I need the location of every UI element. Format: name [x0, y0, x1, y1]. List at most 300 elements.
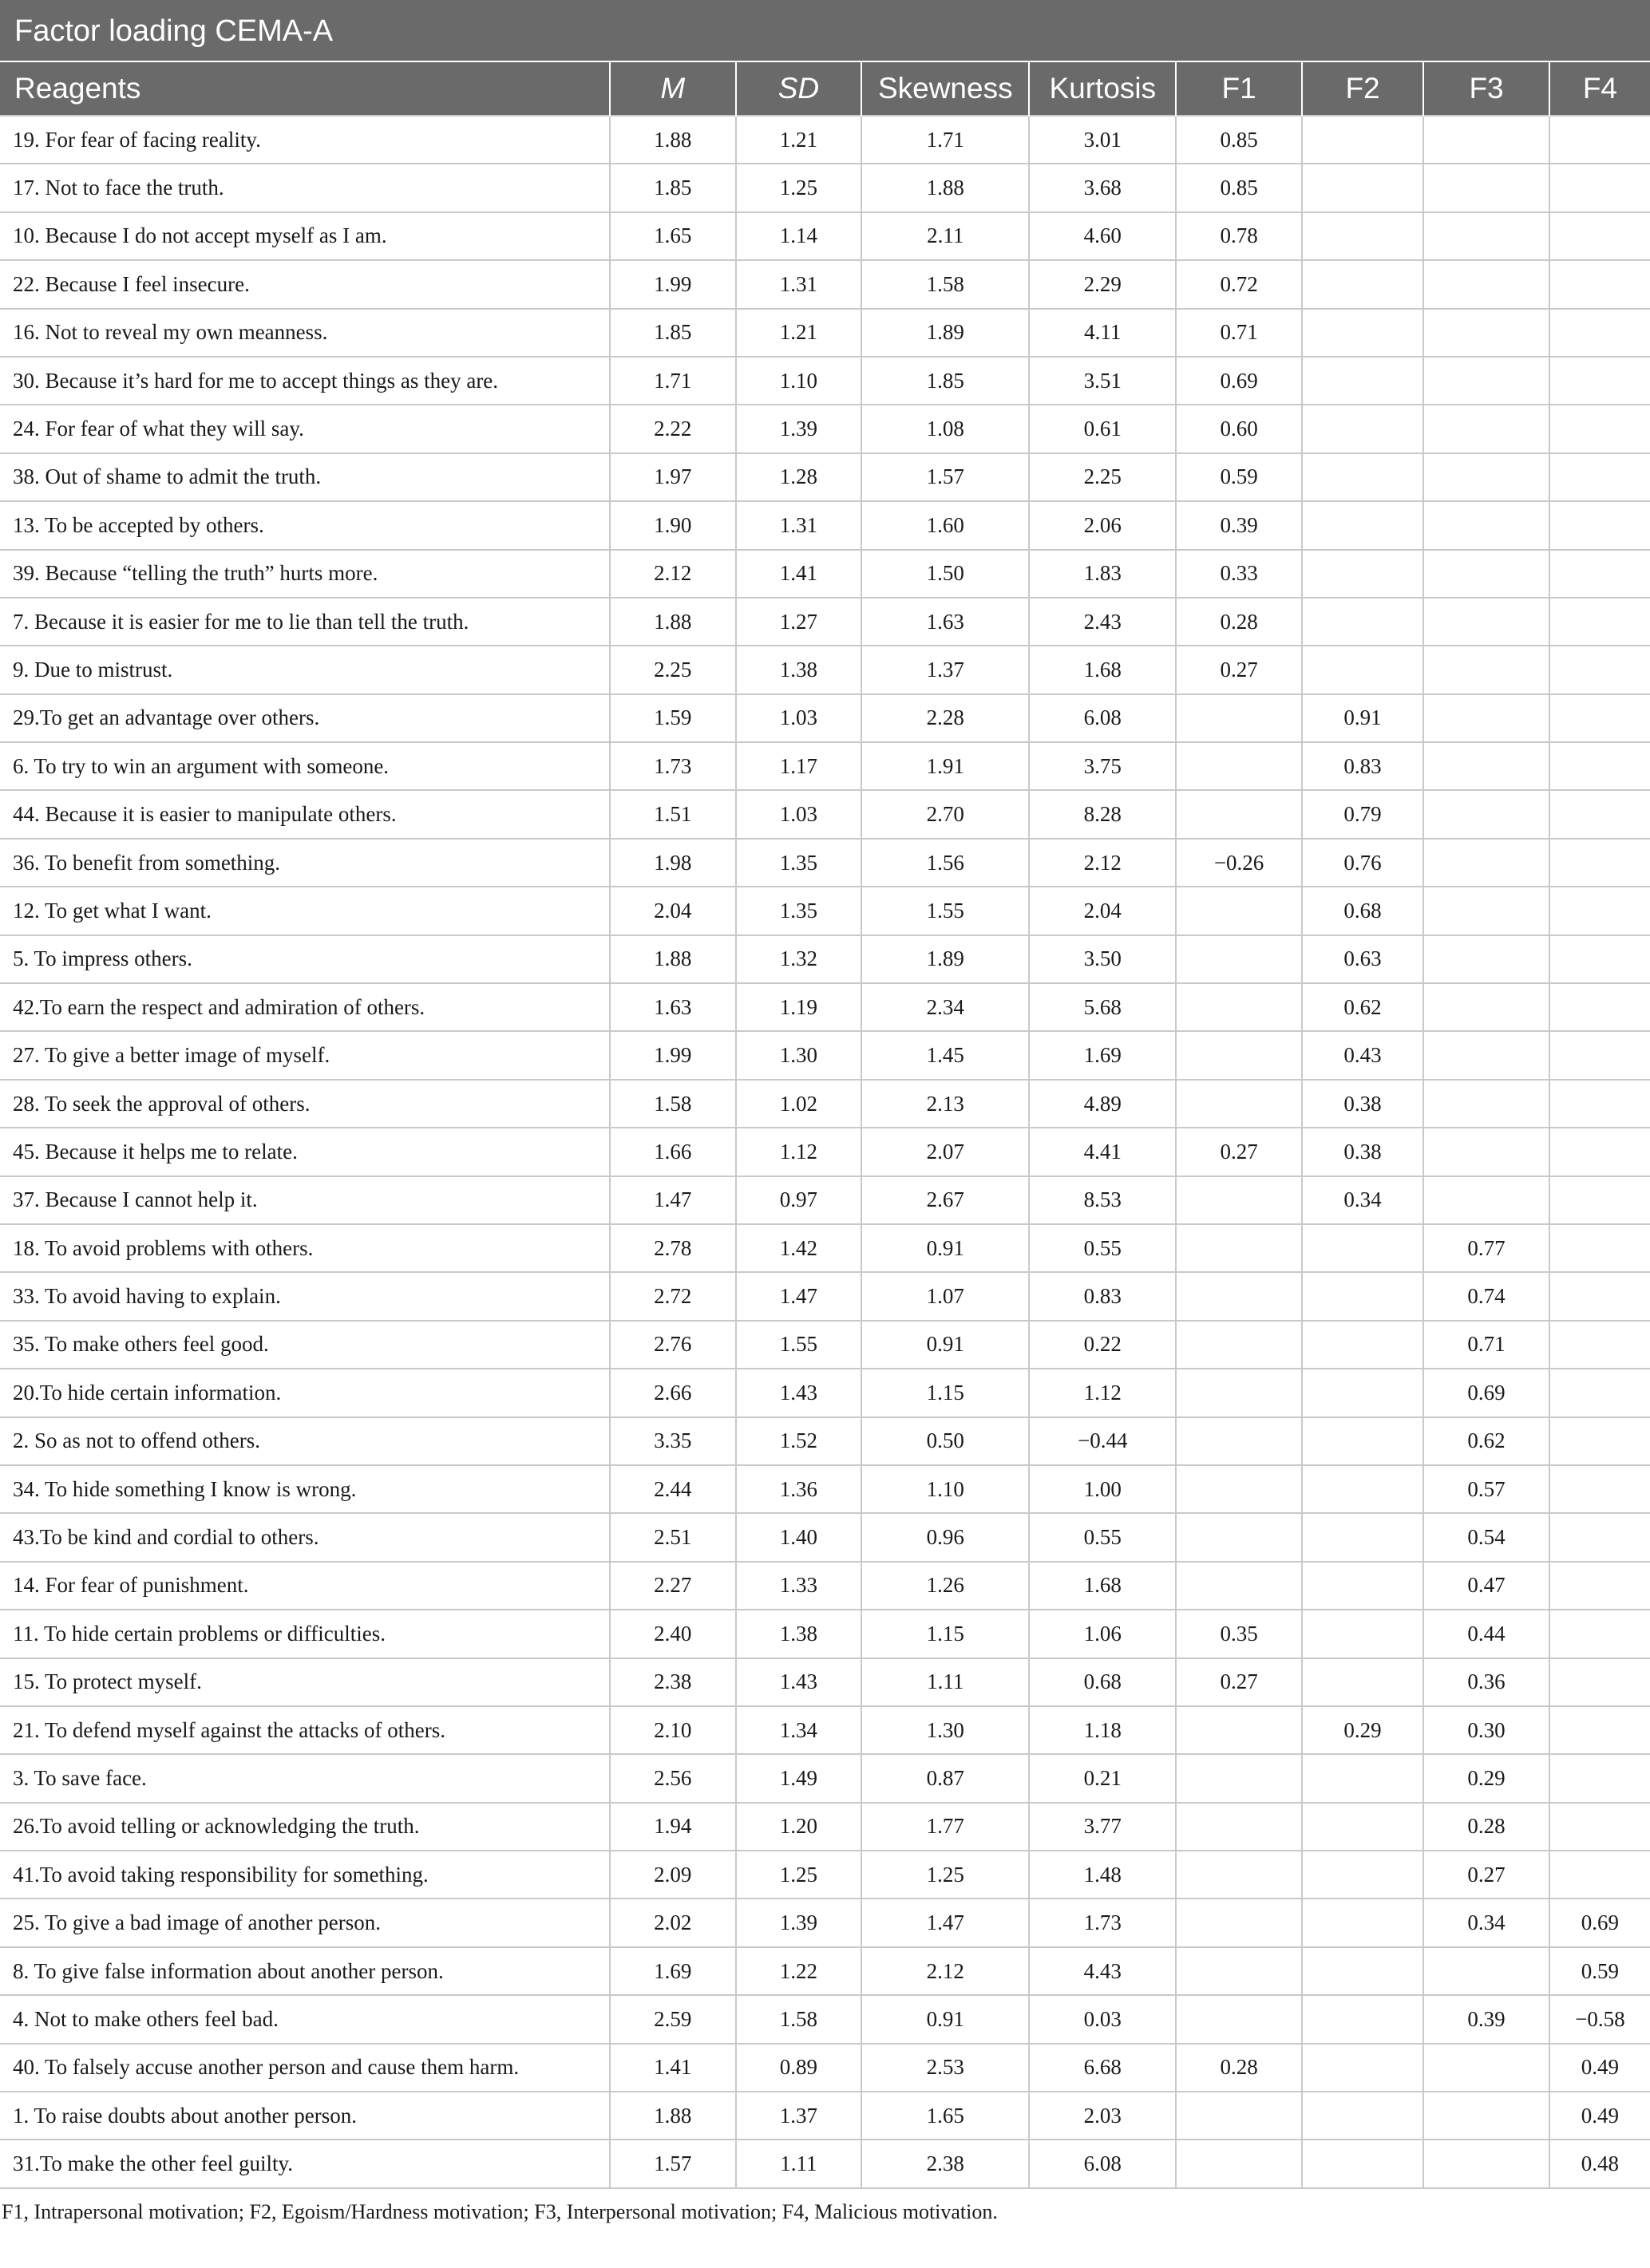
cell-f1 [1176, 1224, 1302, 1272]
cell-f2 [1302, 1272, 1423, 1320]
cell-kurtosis: 0.68 [1029, 1658, 1176, 1706]
cell-mean: 2.10 [610, 1706, 736, 1754]
cell-f4: 0.69 [1549, 1899, 1650, 1946]
cell-mean: 2.66 [610, 1369, 736, 1417]
cell-sd: 1.49 [736, 1754, 862, 1802]
table-row [0, 598, 1650, 646]
cell-f3: 0.36 [1423, 1658, 1549, 1706]
cell-f4: 0.49 [1549, 2092, 1650, 2140]
cell-kurtosis: 8.28 [1029, 790, 1176, 838]
cell-f2 [1302, 116, 1423, 164]
cell-f2 [1302, 1321, 1423, 1369]
cell-reagent: 4. Not to make others feel bad. [0, 1995, 610, 2043]
cell-skewness: 0.87 [861, 1754, 1029, 1802]
cell-f2 [1302, 2140, 1423, 2187]
cell-mean: 1.85 [610, 164, 736, 211]
cell-f1: 0.71 [1176, 309, 1302, 357]
cell-f2 [1302, 1224, 1423, 1272]
cell-kurtosis: 2.12 [1029, 839, 1176, 887]
cell-f2: 0.62 [1302, 983, 1423, 1031]
table-row [0, 1272, 1650, 1320]
cell-f4 [1549, 1272, 1650, 1320]
table-row [0, 790, 1650, 838]
cell-f4 [1549, 501, 1650, 549]
cell-skewness: 1.25 [861, 1851, 1029, 1899]
cell-mean: 2.51 [610, 1513, 736, 1561]
cell-skewness: 2.12 [861, 1947, 1029, 1995]
cell-f1 [1176, 1513, 1302, 1561]
cell-skewness: 1.60 [861, 501, 1029, 549]
cell-f2 [1302, 1369, 1423, 1417]
cell-f1 [1176, 790, 1302, 838]
cell-sd: 1.58 [736, 1995, 862, 2043]
cell-skewness: 1.07 [861, 1272, 1029, 1320]
table-row [0, 1080, 1650, 1128]
cell-f4 [1549, 1176, 1650, 1224]
cell-kurtosis: 0.61 [1029, 405, 1176, 452]
cell-reagent: 38. Out of shame to admit the truth. [0, 453, 610, 501]
cell-f2 [1302, 1803, 1423, 1851]
cell-reagent: 7. Because it is easier for me to lie than tell the truth. [0, 598, 610, 646]
cell-f1 [1176, 1706, 1302, 1754]
cell-f3 [1423, 1128, 1549, 1175]
cell-reagent: 5. To impress others. [0, 935, 610, 983]
cell-f3 [1423, 1080, 1549, 1128]
cell-sd: 1.12 [736, 1128, 862, 1175]
cell-f2: 0.34 [1302, 1176, 1423, 1224]
table-row [0, 1851, 1650, 1899]
cell-f2: 0.68 [1302, 887, 1423, 934]
cell-mean: 1.90 [610, 501, 736, 549]
table-row [0, 1562, 1650, 1610]
cell-f3 [1423, 116, 1549, 164]
table-row [0, 1513, 1650, 1561]
cell-skewness: 1.26 [861, 1562, 1029, 1610]
cell-f4 [1549, 1465, 1650, 1513]
cell-mean: 2.25 [610, 646, 736, 693]
cell-skewness: 1.37 [861, 646, 1029, 693]
cell-f3 [1423, 2044, 1549, 2092]
cell-mean: 1.73 [610, 742, 736, 790]
cell-f2 [1302, 550, 1423, 598]
cell-kurtosis: 3.77 [1029, 1803, 1176, 1851]
cell-f1: 0.27 [1176, 646, 1302, 693]
cell-skewness: 1.30 [861, 1706, 1029, 1754]
cell-mean: 1.71 [610, 357, 736, 405]
cell-reagent: 14. For fear of punishment. [0, 1562, 610, 1610]
cell-skewness: 1.47 [861, 1899, 1029, 1946]
cell-f3 [1423, 212, 1549, 260]
cell-f3: 0.62 [1423, 1417, 1549, 1465]
cell-f1 [1176, 1080, 1302, 1128]
cell-f4 [1549, 116, 1650, 164]
cell-sd: 1.37 [736, 2092, 862, 2140]
cell-f2 [1302, 598, 1423, 646]
cell-kurtosis: 3.01 [1029, 116, 1176, 164]
cell-f1: 0.69 [1176, 357, 1302, 405]
factor-loading-table [0, 62, 1650, 2189]
cell-f1 [1176, 1321, 1302, 1369]
cell-skewness: 1.89 [861, 935, 1029, 983]
cell-kurtosis: 4.89 [1029, 1080, 1176, 1128]
cell-f1: 0.59 [1176, 453, 1302, 501]
cell-skewness: 2.28 [861, 694, 1029, 742]
table-row [0, 550, 1650, 598]
cell-sd: 1.36 [736, 1465, 862, 1513]
table-row [0, 694, 1650, 742]
cell-f3 [1423, 453, 1549, 501]
cell-kurtosis: 3.50 [1029, 935, 1176, 983]
table-row [0, 357, 1650, 405]
cell-f4: 0.48 [1549, 2140, 1650, 2187]
cell-f2 [1302, 260, 1423, 308]
cell-f2 [1302, 646, 1423, 693]
cell-f3: 0.27 [1423, 1851, 1549, 1899]
table-row [0, 1465, 1650, 1513]
table-row [0, 1176, 1650, 1224]
cell-mean: 1.99 [610, 260, 736, 308]
cell-f4 [1549, 1562, 1650, 1610]
cell-sd: 1.25 [736, 1851, 862, 1899]
cell-reagent: 15. To protect myself. [0, 1658, 610, 1706]
cell-f2 [1302, 2044, 1423, 2092]
cell-kurtosis: 1.83 [1029, 550, 1176, 598]
cell-skewness: 1.58 [861, 260, 1029, 308]
cell-reagent: 40. To falsely accuse another person and cause them harm. [0, 2044, 610, 2092]
cell-sd: 1.03 [736, 694, 862, 742]
cell-skewness: 1.55 [861, 887, 1029, 934]
cell-skewness: 1.71 [861, 116, 1029, 164]
cell-f4 [1549, 1369, 1650, 1417]
cell-mean: 1.57 [610, 2140, 736, 2187]
cell-f2 [1302, 1754, 1423, 1802]
cell-f1 [1176, 1995, 1302, 2043]
cell-sd: 1.03 [736, 790, 862, 838]
table-row [0, 2092, 1650, 2140]
cell-reagent: 10. Because I do not accept myself as I am. [0, 212, 610, 260]
cell-f1 [1176, 1031, 1302, 1079]
cell-kurtosis: 6.08 [1029, 2140, 1176, 2187]
cell-reagent: 25. To give a bad image of another person. [0, 1899, 610, 1946]
table-row [0, 2044, 1650, 2092]
cell-kurtosis: 1.73 [1029, 1899, 1176, 1946]
cell-sd: 1.38 [736, 1610, 862, 1658]
cell-mean: 1.98 [610, 839, 736, 887]
cell-kurtosis: 4.60 [1029, 212, 1176, 260]
table-row [0, 1369, 1650, 1417]
cell-f2 [1302, 501, 1423, 549]
cell-reagent: 39. Because “telling the truth” hurts more. [0, 550, 610, 598]
cell-reagent: 20.To hide certain information. [0, 1369, 610, 1417]
cell-f1 [1176, 1899, 1302, 1946]
cell-skewness: 2.53 [861, 2044, 1029, 2092]
cell-f3: 0.30 [1423, 1706, 1549, 1754]
cell-mean: 2.76 [610, 1321, 736, 1369]
cell-sd: 1.38 [736, 646, 862, 693]
cell-kurtosis: 2.06 [1029, 501, 1176, 549]
cell-skewness: 1.15 [861, 1610, 1029, 1658]
cell-f2: 0.91 [1302, 694, 1423, 742]
cell-reagent: 12. To get what I want. [0, 887, 610, 934]
cell-kurtosis: 6.08 [1029, 694, 1176, 742]
cell-kurtosis: 2.29 [1029, 260, 1176, 308]
cell-skewness: 1.08 [861, 405, 1029, 452]
cell-reagent: 43.To be kind and cordial to others. [0, 1513, 610, 1561]
header-f2: F2 [1302, 62, 1423, 116]
header-skewness: Skewness [861, 62, 1029, 116]
cell-f3: 0.28 [1423, 1803, 1549, 1851]
cell-mean: 1.58 [610, 1080, 736, 1128]
cell-kurtosis: 0.03 [1029, 1995, 1176, 2043]
cell-skewness: 1.11 [861, 1658, 1029, 1706]
header-kurtosis: Kurtosis [1029, 62, 1176, 116]
cell-f3 [1423, 2140, 1549, 2187]
cell-skewness: 0.91 [861, 1995, 1029, 2043]
cell-reagent: 2. So as not to offend others. [0, 1417, 610, 1465]
cell-f3 [1423, 887, 1549, 934]
cell-kurtosis: 3.68 [1029, 164, 1176, 211]
cell-mean: 2.22 [610, 405, 736, 452]
table-row [0, 501, 1650, 549]
table-row [0, 983, 1650, 1031]
cell-mean: 1.63 [610, 983, 736, 1031]
table-row [0, 212, 1650, 260]
cell-skewness: 0.50 [861, 1417, 1029, 1465]
cell-f3 [1423, 164, 1549, 211]
cell-skewness: 2.07 [861, 1128, 1029, 1175]
cell-f1: 0.72 [1176, 260, 1302, 308]
cell-skewness: 0.91 [861, 1321, 1029, 1369]
cell-f4 [1549, 212, 1650, 260]
table-row [0, 1803, 1650, 1851]
cell-f3 [1423, 357, 1549, 405]
cell-f2 [1302, 1610, 1423, 1658]
cell-f4 [1549, 357, 1650, 405]
header-f4: F4 [1549, 62, 1650, 116]
cell-f2: 0.43 [1302, 1031, 1423, 1079]
cell-skewness: 1.63 [861, 598, 1029, 646]
cell-f1 [1176, 742, 1302, 790]
table-row [0, 1995, 1650, 2043]
cell-f3: 0.39 [1423, 1995, 1549, 2043]
cell-f3 [1423, 405, 1549, 452]
cell-reagent: 36. To benefit from something. [0, 839, 610, 887]
cell-reagent: 24. For fear of what they will say. [0, 405, 610, 452]
cell-f3 [1423, 1031, 1549, 1079]
cell-f2 [1302, 1465, 1423, 1513]
cell-kurtosis: 4.43 [1029, 1947, 1176, 1995]
cell-f4 [1549, 694, 1650, 742]
cell-skewness: 0.91 [861, 1224, 1029, 1272]
cell-sd: 1.35 [736, 839, 862, 887]
cell-reagent: 22. Because I feel insecure. [0, 260, 610, 308]
table-row [0, 742, 1650, 790]
cell-kurtosis: 1.48 [1029, 1851, 1176, 1899]
cell-sd: 1.31 [736, 501, 862, 549]
cell-sd: 1.32 [736, 935, 862, 983]
cell-f4 [1549, 1031, 1650, 1079]
cell-reagent: 11. To hide certain problems or difficulties. [0, 1610, 610, 1658]
cell-f2: 0.29 [1302, 1706, 1423, 1754]
cell-mean: 2.78 [610, 1224, 736, 1272]
cell-f3 [1423, 309, 1549, 357]
cell-reagent: 17. Not to face the truth. [0, 164, 610, 211]
cell-f1 [1176, 935, 1302, 983]
cell-f3: 0.54 [1423, 1513, 1549, 1561]
cell-f4 [1549, 790, 1650, 838]
table-footnote: F1, Intrapersonal motivation; F2, Egoism/Hardness motivation; F3, Interpersonal motivation; F4, Malicious motivation. [2, 2199, 998, 2223]
table-row [0, 887, 1650, 934]
cell-f4 [1549, 1658, 1650, 1706]
cell-sd: 1.28 [736, 453, 862, 501]
cell-sd: 1.17 [736, 742, 862, 790]
cell-kurtosis: 3.75 [1029, 742, 1176, 790]
cell-sd: 1.33 [736, 1562, 862, 1610]
cell-f2 [1302, 212, 1423, 260]
cell-f4 [1549, 1128, 1650, 1175]
cell-f4 [1549, 1851, 1650, 1899]
cell-f4 [1549, 598, 1650, 646]
cell-reagent: 18. To avoid problems with others. [0, 1224, 610, 1272]
cell-f3: 0.74 [1423, 1272, 1549, 1320]
cell-kurtosis: 2.04 [1029, 887, 1176, 934]
cell-kurtosis: 1.06 [1029, 1610, 1176, 1658]
cell-reagent: 8. To give false information about another person. [0, 1947, 610, 1995]
table-row [0, 839, 1650, 887]
cell-sd: 1.19 [736, 983, 862, 1031]
cell-f3: 0.57 [1423, 1465, 1549, 1513]
cell-sd: 1.43 [736, 1658, 862, 1706]
cell-mean: 2.27 [610, 1562, 736, 1610]
table-row [0, 1706, 1650, 1754]
cell-kurtosis: 1.18 [1029, 1706, 1176, 1754]
header-row [0, 62, 1650, 116]
table-row [0, 405, 1650, 452]
table-row [0, 646, 1650, 693]
cell-mean: 1.94 [610, 1803, 736, 1851]
cell-skewness: 2.67 [861, 1176, 1029, 1224]
cell-f1 [1176, 1369, 1302, 1417]
table-row [0, 164, 1650, 211]
cell-f1 [1176, 887, 1302, 934]
cell-sd: 1.30 [736, 1031, 862, 1079]
cell-sd: 1.21 [736, 116, 862, 164]
cell-f1 [1176, 1417, 1302, 1465]
cell-f3: 0.44 [1423, 1610, 1549, 1658]
cell-f1 [1176, 1465, 1302, 1513]
table-row [0, 1658, 1650, 1706]
cell-f3 [1423, 646, 1549, 693]
cell-f3 [1423, 983, 1549, 1031]
cell-f2 [1302, 2092, 1423, 2140]
cell-f2 [1302, 164, 1423, 211]
cell-f4 [1549, 1706, 1650, 1754]
cell-f2 [1302, 1851, 1423, 1899]
header-mean: M [610, 62, 736, 116]
cell-reagent: 31.To make the other feel guilty. [0, 2140, 610, 2187]
cell-sd: 1.20 [736, 1803, 862, 1851]
cell-f1: 0.60 [1176, 405, 1302, 452]
cell-mean: 1.88 [610, 116, 736, 164]
cell-kurtosis: 0.55 [1029, 1224, 1176, 1272]
cell-sd: 1.41 [736, 550, 862, 598]
cell-f3 [1423, 260, 1549, 308]
cell-f4 [1549, 646, 1650, 693]
cell-f2 [1302, 309, 1423, 357]
cell-f4: 0.49 [1549, 2044, 1650, 2092]
table-row [0, 1899, 1650, 1946]
cell-sd: 1.22 [736, 1947, 862, 1995]
cell-reagent: 28. To seek the approval of others. [0, 1080, 610, 1128]
cell-f2 [1302, 1899, 1423, 1946]
cell-mean: 1.51 [610, 790, 736, 838]
cell-f3: 0.77 [1423, 1224, 1549, 1272]
cell-reagent: 19. For fear of facing reality. [0, 116, 610, 164]
cell-reagent: 37. Because I cannot help it. [0, 1176, 610, 1224]
cell-f4 [1549, 1610, 1650, 1658]
cell-mean: 2.56 [610, 1754, 736, 1802]
cell-reagent: 3. To save face. [0, 1754, 610, 1802]
cell-sd: 1.55 [736, 1321, 862, 1369]
cell-f1 [1176, 983, 1302, 1031]
cell-sd: 1.10 [736, 357, 862, 405]
cell-reagent: 29.To get an advantage over others. [0, 694, 610, 742]
cell-f4 [1549, 453, 1650, 501]
cell-mean: 1.99 [610, 1031, 736, 1079]
cell-f2: 0.63 [1302, 935, 1423, 983]
cell-mean: 1.85 [610, 309, 736, 357]
cell-kurtosis: 0.55 [1029, 1513, 1176, 1561]
cell-reagent: 13. To be accepted by others. [0, 501, 610, 549]
cell-mean: 1.65 [610, 212, 736, 260]
cell-kurtosis: −0.44 [1029, 1417, 1176, 1465]
table-row [0, 1224, 1650, 1272]
cell-kurtosis: 1.68 [1029, 1562, 1176, 1610]
cell-kurtosis: 4.41 [1029, 1128, 1176, 1175]
cell-f1: 0.27 [1176, 1658, 1302, 1706]
cell-f3 [1423, 694, 1549, 742]
cell-f1 [1176, 1176, 1302, 1224]
cell-skewness: 0.96 [861, 1513, 1029, 1561]
table-body [0, 116, 1650, 2188]
cell-f3 [1423, 501, 1549, 549]
table-header [0, 62, 1650, 116]
cell-kurtosis: 1.12 [1029, 1369, 1176, 1417]
cell-mean: 3.35 [610, 1417, 736, 1465]
cell-f4 [1549, 164, 1650, 211]
cell-sd: 1.39 [736, 405, 862, 452]
cell-f4 [1549, 1321, 1650, 1369]
cell-sd: 1.31 [736, 260, 862, 308]
cell-f3 [1423, 550, 1549, 598]
cell-f2 [1302, 1947, 1423, 1995]
cell-kurtosis: 8.53 [1029, 1176, 1176, 1224]
table-row [0, 309, 1650, 357]
cell-mean: 2.59 [610, 1995, 736, 2043]
cell-skewness: 1.50 [861, 550, 1029, 598]
cell-mean: 1.97 [610, 453, 736, 501]
table-row [0, 1128, 1650, 1175]
cell-f4 [1549, 839, 1650, 887]
cell-kurtosis: 3.51 [1029, 357, 1176, 405]
table-row [0, 1610, 1650, 1658]
table-row [0, 116, 1650, 164]
cell-kurtosis: 0.83 [1029, 1272, 1176, 1320]
cell-f1: 0.85 [1176, 164, 1302, 211]
cell-kurtosis: 0.22 [1029, 1321, 1176, 1369]
cell-sd: 1.47 [736, 1272, 862, 1320]
cell-skewness: 1.89 [861, 309, 1029, 357]
